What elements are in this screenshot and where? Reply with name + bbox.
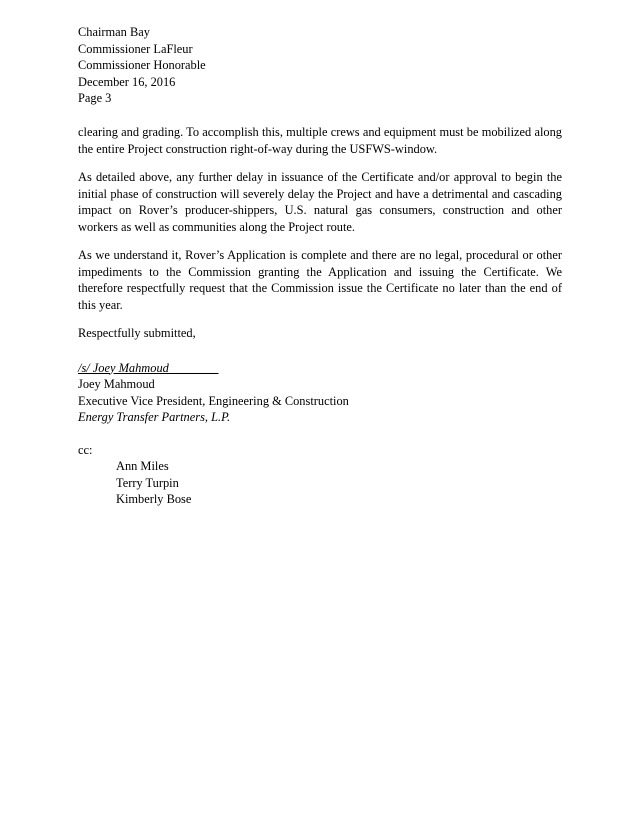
recipient-line: Commissioner LaFleur <box>78 41 193 56</box>
cc-label: cc: <box>78 442 93 457</box>
letter-body <box>78 124 562 508</box>
signature-block <box>78 360 562 426</box>
signer-title: Executive Vice President, Engineering & Construction <box>78 393 349 408</box>
cc-recipient: Terry Turpin <box>116 475 179 490</box>
body-paragraph: As detailed above, any further delay in issuance of the Certificate and/or approval to begin the initial phase of construction will severely delay the Project and have a detrimental and cascading impact on Rover’s producer-shippers, U.S. natural gas consumers, construction and other workers as well as communities along the Project route. <box>78 170 562 234</box>
electronic-signature: /s/ Joey Mahmoud________ <box>78 360 219 375</box>
cc-recipient: Ann Miles <box>116 459 169 473</box>
signer-name: Joey Mahmoud <box>78 377 155 391</box>
recipient-line: Commissioner Honorable <box>78 58 206 72</box>
cc-list <box>78 458 562 508</box>
closing-line: Respectfully submitted, <box>78 326 196 340</box>
letter-date: December 16, 2016 <box>78 74 176 89</box>
recipient-line: Chairman Bay <box>78 25 150 39</box>
body-paragraph: As we understand it, Rover’s Application is complete and there are no legal, procedural or other impediments to the Commission granting the Application and issuing the Certificate. We therefore respectfully request that the Commission issue the Certificate no later than the end of this year. <box>78 248 562 312</box>
body-paragraph: clearing and grading. To accomplish this, multiple crews and equipment must be mobilized along the entire Project construction right-of-way during the USFWS-window. <box>78 125 562 156</box>
letter-header <box>78 24 206 107</box>
signer-company: Energy Transfer Partners, L.P. <box>78 410 231 424</box>
page-number: Page 3 <box>78 91 112 105</box>
cc-recipient: Kimberly Bose <box>116 492 192 506</box>
